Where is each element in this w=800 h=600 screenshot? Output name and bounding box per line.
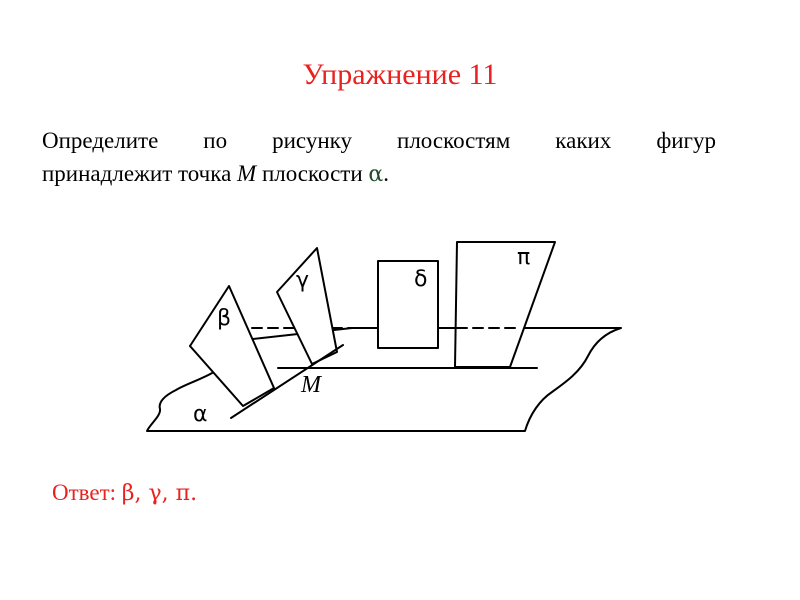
label-gamma: γ [296, 268, 310, 293]
plane-beta [190, 286, 274, 406]
label-pi: π [517, 245, 531, 270]
label-alpha: α [193, 402, 208, 427]
task-text-part: плоскости [256, 161, 369, 186]
task-word: рисунку [272, 128, 352, 153]
exercise-title: Упражнение 11 [302, 58, 498, 91]
plane-pi [455, 242, 555, 367]
task-word: плоскостям [397, 128, 511, 153]
answer [52, 480, 197, 506]
plane-symbol: α [368, 162, 384, 187]
task-text-part: принадлежит точка [42, 161, 238, 186]
answer-prefix: Ответ: [52, 480, 122, 505]
plane-delta [378, 261, 438, 348]
label-beta: β [217, 306, 232, 331]
answer-value: β, γ, π. [121, 481, 198, 506]
task-word: Определите [42, 128, 159, 153]
plane-gamma [277, 248, 337, 364]
task-text-part: . [383, 161, 390, 186]
task-word: каких [555, 128, 612, 153]
point-name: M [237, 161, 257, 186]
task-word: фигур [656, 128, 716, 153]
task-word: по [203, 128, 228, 153]
label-delta: δ [414, 267, 428, 292]
label-point-m: M [301, 372, 321, 398]
